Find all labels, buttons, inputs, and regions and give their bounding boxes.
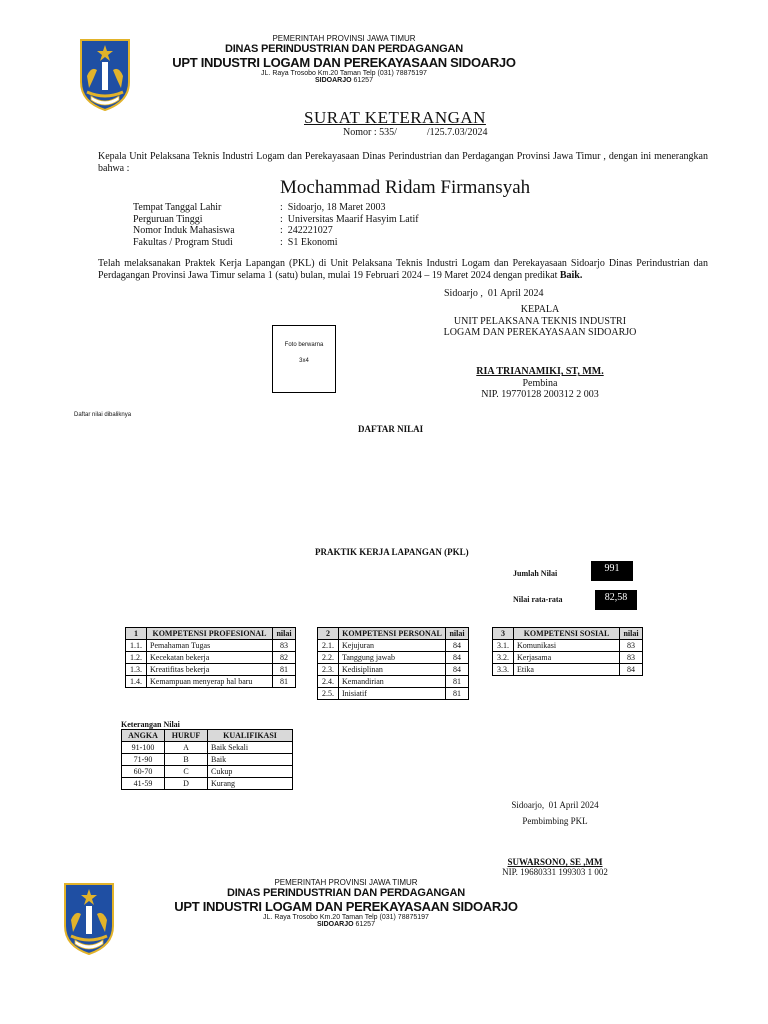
row-score: 81 xyxy=(273,664,296,676)
field-value: Sidoarjo, 18 Maret 2003 xyxy=(287,202,386,213)
table-header-num: 1 xyxy=(126,628,147,640)
table-header-title: KOMPETENSI PROFESIONAL xyxy=(147,628,273,640)
header-huruf: HURUF xyxy=(165,730,208,742)
table-header-title: KOMPETENSI SOSIAL xyxy=(514,628,620,640)
row-huruf: B xyxy=(165,754,208,766)
table-header-row xyxy=(126,628,296,640)
person-name: Mochammad Ridam Firmansyah xyxy=(280,177,531,198)
table-header-row xyxy=(493,628,643,640)
table-row xyxy=(126,652,296,664)
east-java-emblem-icon xyxy=(61,880,117,956)
row-num: 1.1. xyxy=(126,640,147,652)
row-num: 2.5. xyxy=(318,688,339,700)
letterhead-line5 xyxy=(154,77,534,84)
letterhead-postcode: 61257 xyxy=(353,921,375,928)
statement-predicate: Baik. xyxy=(559,270,583,281)
row-score: 83 xyxy=(273,640,296,652)
row-score: 84 xyxy=(620,664,643,676)
letterhead-line3: UPT INDUSTRI LOGAM DAN PEREKAYASAAN SIDOARJO xyxy=(172,55,516,70)
row-score: 81 xyxy=(273,676,296,688)
field-value: 242221027 xyxy=(287,225,333,236)
table-row xyxy=(493,640,643,652)
row-num: 2.4. xyxy=(318,676,339,688)
table-row xyxy=(318,652,469,664)
photo-placeholder xyxy=(272,325,336,393)
field-colon: : xyxy=(280,213,288,225)
letterhead-postcode: 61257 xyxy=(351,77,373,84)
row-label: Kreatifitas bekerja xyxy=(147,664,273,676)
letterhead-text xyxy=(156,878,536,928)
row-score: 84 xyxy=(446,652,469,664)
field-colon: : xyxy=(280,236,288,248)
field-label: Tempat Tanggal Lahir xyxy=(133,202,222,213)
photo-label: Foto berwarna xyxy=(284,342,324,348)
statement-paragraph xyxy=(98,258,708,282)
letterhead-line5 xyxy=(156,921,536,928)
table-kompetensi-sosial xyxy=(492,627,643,676)
row-num: 2.1. xyxy=(318,640,339,652)
intro-paragraph: Kepala Unit Pelaksana Teknis Industri Logam dan Perekayasaan Dinas Perindustrian dan Perdagangan Provinsi Jawa Timur , dengan ini menerangkan bahwa : xyxy=(98,151,708,174)
row-num: 1.2. xyxy=(126,652,147,664)
table-kompetensi-personal xyxy=(317,627,469,700)
row-num: 1.3. xyxy=(126,664,147,676)
photo-size: 3x4 xyxy=(299,358,309,364)
row-kualifikasi: Kurang xyxy=(208,778,293,790)
row-kualifikasi: Baik xyxy=(208,754,293,766)
table-row xyxy=(318,640,469,652)
field-colon: : xyxy=(280,202,288,213)
field-value: Universitas Maarif Hasyim Latif xyxy=(287,213,419,225)
header-kualifikasi: KUALIFIKASI xyxy=(208,730,293,742)
letterhead-city: SIDOARJO xyxy=(317,921,354,928)
rata-rata-value: 82,58 xyxy=(595,590,637,610)
daftar-nilai-title: DAFTAR NILAI xyxy=(358,424,424,434)
row-angka: 41-59 xyxy=(122,778,165,790)
field-colon: : xyxy=(280,225,288,236)
table-row xyxy=(122,778,293,790)
row-huruf: A xyxy=(165,742,208,754)
row-huruf: C xyxy=(165,766,208,778)
identity-fields xyxy=(133,202,533,248)
field-label: Nomor Induk Mahasiswa xyxy=(133,225,235,236)
signer-identity xyxy=(430,366,650,401)
table-row xyxy=(126,640,296,652)
letterhead-line2: DINAS PERINDUSTRIAN DAN PERDAGANGAN xyxy=(226,887,466,899)
header-angka: ANGKA xyxy=(122,730,165,742)
row-num: 2.2. xyxy=(318,652,339,664)
rata-rata-label: Nilai rata-rata xyxy=(513,595,563,604)
statement-text: Telah melaksanakan Praktek Kerja Lapangan (PKL) di Unit Pelaksana Teknis Industri Logam dan Perekayasaan Sidoarjo Dinas Perindustrian dan Perdagangan Provinsi Jawa Timur selama 1 (satu) bulan, mulai 19 Februari 2024 – 19 Maret 2024 dengan predikat xyxy=(98,258,708,281)
table-row xyxy=(122,766,293,778)
signer-rank: Pembina xyxy=(522,377,558,389)
keterangan-title: Keterangan Nilai xyxy=(121,720,180,729)
table-row xyxy=(122,754,293,766)
table-header-nilai: nilai xyxy=(620,628,643,640)
row-num: 1.4. xyxy=(126,676,147,688)
table-row xyxy=(126,676,296,688)
pembimbing-role: Pembimbing PKL xyxy=(522,816,588,826)
pembimbing-identity xyxy=(480,857,630,877)
row-angka: 91-100 xyxy=(122,742,165,754)
letterhead-line1: PEMERINTAH PROVINSI JAWA TIMUR xyxy=(272,34,416,43)
row-label: Tanggung jawab xyxy=(339,652,446,664)
row-label: Kecekatan bekerja xyxy=(147,652,273,664)
row-kualifikasi: Baik Sekali xyxy=(208,742,293,754)
row-num: 3.3. xyxy=(493,664,514,676)
field-row xyxy=(133,237,533,249)
table-kompetensi-profesional xyxy=(125,627,296,688)
letterhead-text xyxy=(154,34,534,84)
jumlah-nilai-value: 991 xyxy=(591,561,633,581)
row-score: 83 xyxy=(620,640,643,652)
letterhead-line4: JL. Raya Trosobo Km.20 Taman Telp (031) 78875197 xyxy=(261,70,427,77)
row-label: Kerjasama xyxy=(514,652,620,664)
signer-role2: UNIT PELAKSANA TEKNIS INDUSTRI xyxy=(453,315,627,327)
row-huruf: D xyxy=(165,778,208,790)
table-row xyxy=(122,742,293,754)
row-kualifikasi: Cukup xyxy=(208,766,293,778)
pembimbing-nip: NIP. 19680331 199303 1 002 xyxy=(502,867,608,877)
row-num: 3.2. xyxy=(493,652,514,664)
row-score: 83 xyxy=(620,652,643,664)
signer-nip: NIP. 19770128 200312 2 003 xyxy=(481,389,599,400)
document-title: SURAT KETERANGAN xyxy=(304,108,486,127)
row-label: Kemandirian xyxy=(339,676,446,688)
field-label: Fakultas / Program Studi xyxy=(133,236,233,248)
note-back: Daftar nilai dibaliknya xyxy=(74,412,132,418)
row-score: 84 xyxy=(446,664,469,676)
table-row xyxy=(126,664,296,676)
row-label: Etika xyxy=(514,664,620,676)
table-row xyxy=(493,664,643,676)
row-label: Komunikasi xyxy=(514,640,620,652)
signer-name: RIA TRIANAMIKI, ST, MM. xyxy=(476,366,604,377)
signer-block xyxy=(430,304,650,339)
letterhead-line3: UPT INDUSTRI LOGAM DAN PEREKAYASAAN SIDOARJO xyxy=(174,899,518,914)
pembimbing-place-date: Sidoarjo, 01 April 2024 xyxy=(511,800,599,810)
table-row xyxy=(318,664,469,676)
field-row xyxy=(133,202,533,214)
row-label: Pemahaman Tugas xyxy=(147,640,273,652)
row-score: 81 xyxy=(446,676,469,688)
place-date: Sidoarjo , 01 April 2024 xyxy=(444,288,544,299)
pembimbing-name: SUWARSONO, SE ,MM xyxy=(507,857,603,867)
row-label: Kedisiplinan xyxy=(339,664,446,676)
table-row xyxy=(493,652,643,664)
table-header-title: KOMPETENSI PERSONAL xyxy=(339,628,446,640)
row-num: 3.1. xyxy=(493,640,514,652)
row-label: Inisiatif xyxy=(339,688,446,700)
row-num: 2.3. xyxy=(318,664,339,676)
row-label: Kemampuan menyerap hal baru xyxy=(147,676,273,688)
letterhead-line1: PEMERINTAH PROVINSI JAWA TIMUR xyxy=(274,878,418,887)
table-row xyxy=(318,676,469,688)
letterhead-bottom xyxy=(60,878,540,958)
pembimbing-block xyxy=(480,800,630,827)
signer-role3: LOGAM DAN PEREKAYASAAN SIDOARJO xyxy=(443,327,637,338)
pkl-title: PRAKTIK KERJA LAPANGAN (PKL) xyxy=(315,547,469,557)
table-header-nilai: nilai xyxy=(273,628,296,640)
row-angka: 71-90 xyxy=(122,754,165,766)
field-row xyxy=(133,214,533,226)
field-row xyxy=(133,225,533,237)
table-row xyxy=(318,688,469,700)
east-java-emblem-icon xyxy=(77,36,133,112)
table-header-row xyxy=(318,628,469,640)
row-score: 82 xyxy=(273,652,296,664)
row-score: 81 xyxy=(446,688,469,700)
table-header-num: 3 xyxy=(493,628,514,640)
letterhead-city: SIDOARJO xyxy=(315,77,352,84)
row-angka: 60-70 xyxy=(122,766,165,778)
table-keterangan-nilai xyxy=(121,729,293,790)
field-label: Perguruan Tinggi xyxy=(133,213,203,225)
field-value: S1 Ekonomi xyxy=(287,236,338,248)
table-header-nilai: nilai xyxy=(446,628,469,640)
row-score: 84 xyxy=(446,640,469,652)
table-header-num: 2 xyxy=(318,628,339,640)
letterhead-line4: JL. Raya Trosobo Km.20 Taman Telp (031) 78875197 xyxy=(263,914,429,921)
letterhead-top xyxy=(74,34,544,104)
letterhead-line2: DINAS PERINDUSTRIAN DAN PERDAGANGAN xyxy=(224,43,464,55)
signer-role1: KEPALA xyxy=(520,304,560,315)
jumlah-nilai-label: Jumlah Nilai xyxy=(513,569,558,578)
document-number: Nomor : 535/ /125.7.03/2024 xyxy=(343,127,488,138)
row-label: Kejujuran xyxy=(339,640,446,652)
table-header-row xyxy=(122,730,293,742)
